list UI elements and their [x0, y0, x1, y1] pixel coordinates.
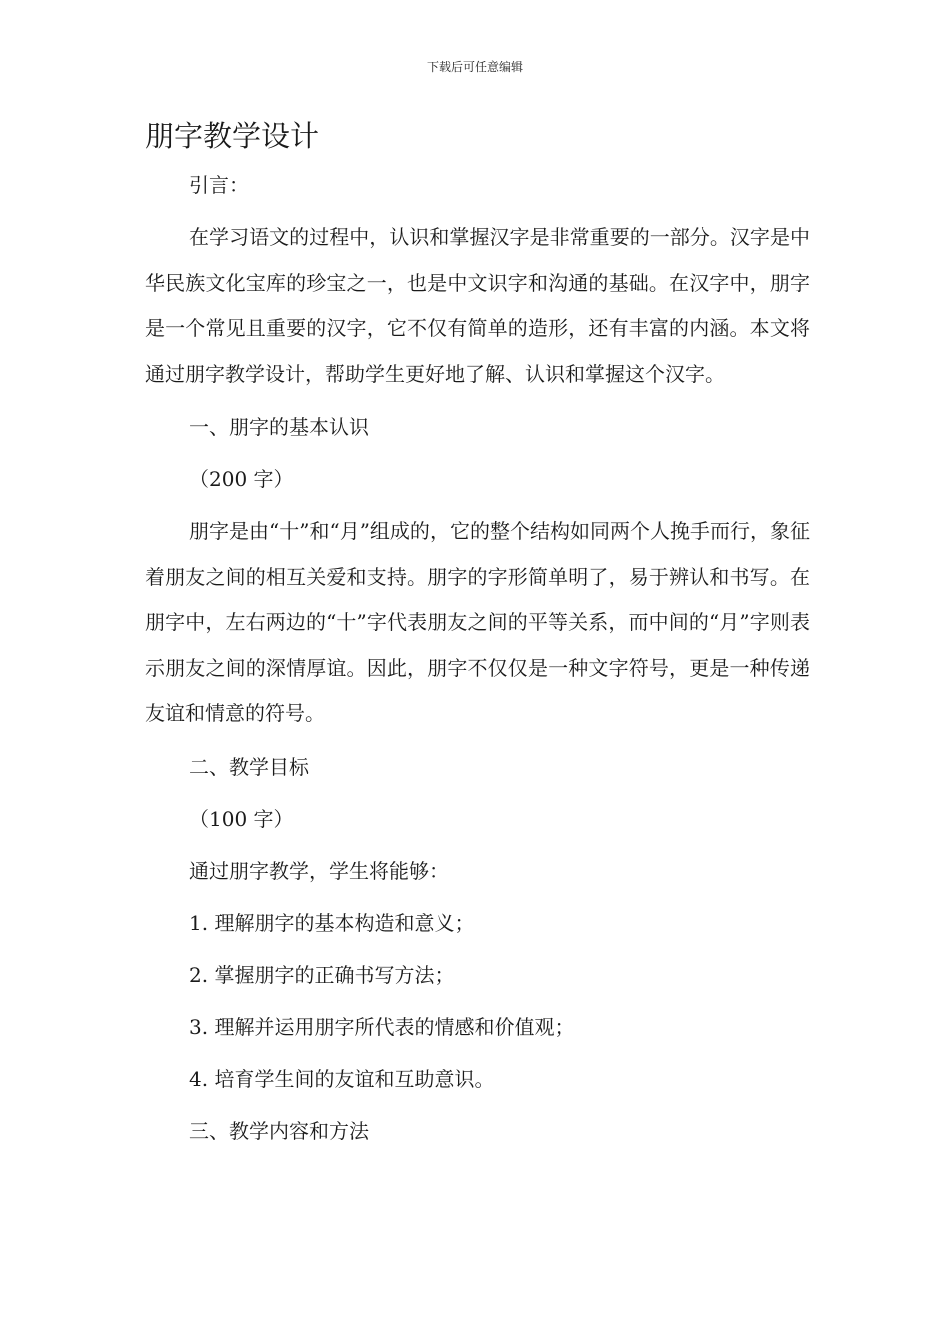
goal-item-4: 4. 培育学生间的友谊和互助意识。 [189, 1066, 495, 1091]
document-title: 朋字教学设计 [145, 119, 320, 153]
document-body [145, 167, 810, 1165]
section2-word-count: （100 字） [189, 806, 294, 831]
goal-item-1: 1. 理解朋字的基本构造和意义； [189, 910, 475, 935]
section1-paragraph: 朋字是由“十”和“月”组成的，它的整个结构如同两个人挽手而行，象征着朋友之间的相互关爱和支持。朋字的字形简单明了，易于辨认和书写。在朋字中，左右两边的“十”字代表朋友之间的平等关系，而中间的“月”字则表示朋友之间的深情厚谊。因此，朋字不仅仅是一种文字符号，更是一种传递友谊和情意的符号。 [145, 519, 810, 725]
goal-item-3: 3. 理解并运用朋字所代表的情感和价值观； [189, 1014, 575, 1039]
section2-lead: 通过朋字教学，学生将能够： [189, 858, 449, 883]
section2-heading: 二、教学目标 [189, 754, 309, 779]
intro-paragraph: 在学习语文的过程中，认识和掌握汉字是非常重要的一部分。汉字是中华民族文化宝库的珍宝之一，也是中文识字和沟通的基础。在汉字中，朋字是一个常见且重要的汉字，它不仅有简单的造形，还有丰富的内涵。本文将通过朋字教学设计，帮助学生更好地了解、认识和掌握这个汉字。 [145, 225, 810, 386]
goal-item-2: 2. 掌握朋字的正确书写方法； [189, 962, 455, 987]
section1-word-count: （200 字） [189, 467, 294, 491]
intro-label: 引言： [189, 173, 249, 197]
header-note: 下载后可任意编辑 [426, 60, 523, 74]
section1-heading: 一、朋字的基本认识 [189, 415, 369, 439]
section3-heading: 三、教学内容和方法 [189, 1118, 369, 1143]
